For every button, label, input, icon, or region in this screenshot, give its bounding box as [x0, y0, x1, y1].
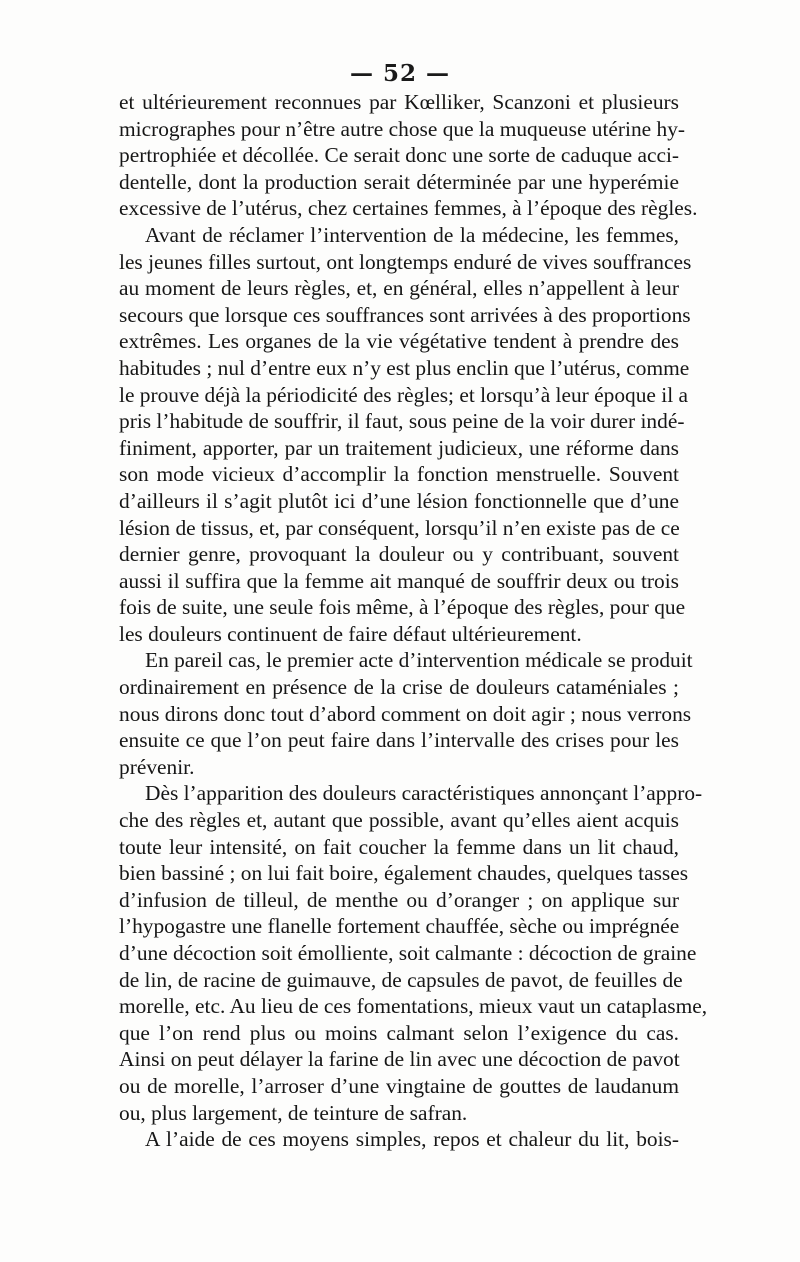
- paragraph-1: [119, 89, 698, 222]
- body-text: [119, 89, 708, 1153]
- text-line: bien bassiné ; on lui fait boire, également chaudes, quelques tasses: [119, 861, 689, 886]
- text-line: les douleurs continuent de faire défaut ultérieurement.: [119, 621, 582, 646]
- text-line: ou de morelle, l’arroser d’une vingtaine de gouttes de laudanum: [119, 1073, 679, 1098]
- text-line: Dès l’apparition des douleurs caractéristiques annonçant l’appro-: [145, 781, 703, 806]
- text-line: les jeunes filles surtout, ont longtemps enduré de vives souffrances: [119, 249, 692, 274]
- text-line: son mode vicieux d’accomplir la fonction menstruelle. Souvent: [119, 462, 679, 487]
- text-line: che des règles et, autant que possible, avant qu’elles aient acquis: [119, 808, 679, 833]
- text-line: d’infusion de tilleul, de menthe ou d’oranger ; on applique sur: [119, 887, 679, 912]
- text-line: A l’aide de ces moyens simples, repos et chaleur du lit, bois-: [145, 1127, 679, 1152]
- text-line: nous dirons donc tout d’abord comment on doit agir ; nous verrons: [119, 701, 692, 726]
- text-line: d’une décoction soit émolliente, soit calmante : décoction de graine: [119, 941, 697, 965]
- text-line: dentelle, dont la production serait déterminée par une hyperémie: [119, 169, 679, 194]
- text-line: secours que lorsque ces souffrances sont arrivées à des proportions: [119, 302, 691, 327]
- text-line: dernier genre, provoquant la douleur ou y contribuant, souvent: [119, 542, 679, 567]
- text-line: lésion de tissus, et, par conséquent, lorsqu’il n’en existe pas de ce: [119, 515, 680, 540]
- text-line: l’hypogastre une flanelle fortement chauffée, sèche ou imprégnée: [119, 914, 680, 939]
- text-line: morelle, etc. Au lieu de ces fomentations, mieux vaut un cataplasme,: [119, 994, 708, 1019]
- text-line: habitudes ; nul d’entre eux n’y est plus enclin que l’utérus, comme: [119, 355, 690, 380]
- text-line: fois de suite, une seule fois même, à l’époque des règles, pour que: [119, 595, 686, 620]
- text-line: excessive de l’utérus, chez certaines femmes, à l’époque des règles.: [119, 196, 698, 221]
- text-line: extrêmes. Les organes de la vie végétative tendent à prendre des: [119, 329, 679, 354]
- paragraph-3: [119, 647, 693, 780]
- text-line: que l’on rend plus ou moins calmant selon l’exigence du cas.: [119, 1020, 679, 1045]
- text-line: ordinairement en présence de la crise de douleurs cataméniales ;: [119, 675, 679, 700]
- text-line: et ultérieurement reconnues par Kœlliker, Scanzoni et plusieurs: [119, 90, 679, 114]
- text-line: d’ailleurs il s’agit plutôt ici d’une lésion fonctionnelle que d’une: [119, 488, 679, 513]
- text-line: pris l’habitude de souffrir, il faut, sous peine de la voir durer indé-: [119, 409, 685, 434]
- paragraph-2: [119, 222, 692, 648]
- text-line: ou, plus largement, de teinture de safran.: [119, 1100, 468, 1125]
- text-line: prévenir.: [119, 754, 195, 779]
- text-line: pertrophiée et décollée. Ce serait donc une sorte de caduque acci-: [119, 143, 680, 168]
- text-line: toute leur intensité, on fait coucher la femme dans un lit chaud,: [119, 834, 679, 859]
- text-line: au moment de leurs règles, et, en général, elles n’appellent à leur: [119, 276, 679, 301]
- text-line: finiment, apporter, par un traitement judicieux, une réforme dans: [119, 435, 679, 460]
- text-line: micrographes pour n’être autre chose que la muqueuse utérine hy-: [119, 116, 686, 141]
- text-line: aussi il suffira que la femme ait manqué de souffrir deux ou trois: [119, 568, 679, 593]
- text-line: En pareil cas, le premier acte d’intervention médicale se produit: [145, 648, 693, 673]
- paragraph-4: [119, 780, 708, 1126]
- text-line: de lin, de racine de guimauve, de capsules de pavot, de feuilles de: [119, 967, 683, 992]
- page-number: — 52 —: [349, 60, 451, 87]
- text-line: Avant de réclamer l’intervention de la médecine, les femmes,: [145, 222, 679, 247]
- paragraph-5: [119, 1126, 679, 1153]
- text-line: le prouve déjà la périodicité des règles; et lorsqu’à leur époque il a: [119, 382, 689, 407]
- text-line: Ainsi on peut délayer la farine de lin avec une décoction de pavot: [119, 1047, 680, 1072]
- text-line: ensuite ce que l’on peut faire dans l’intervalle des crises pour les: [119, 728, 679, 753]
